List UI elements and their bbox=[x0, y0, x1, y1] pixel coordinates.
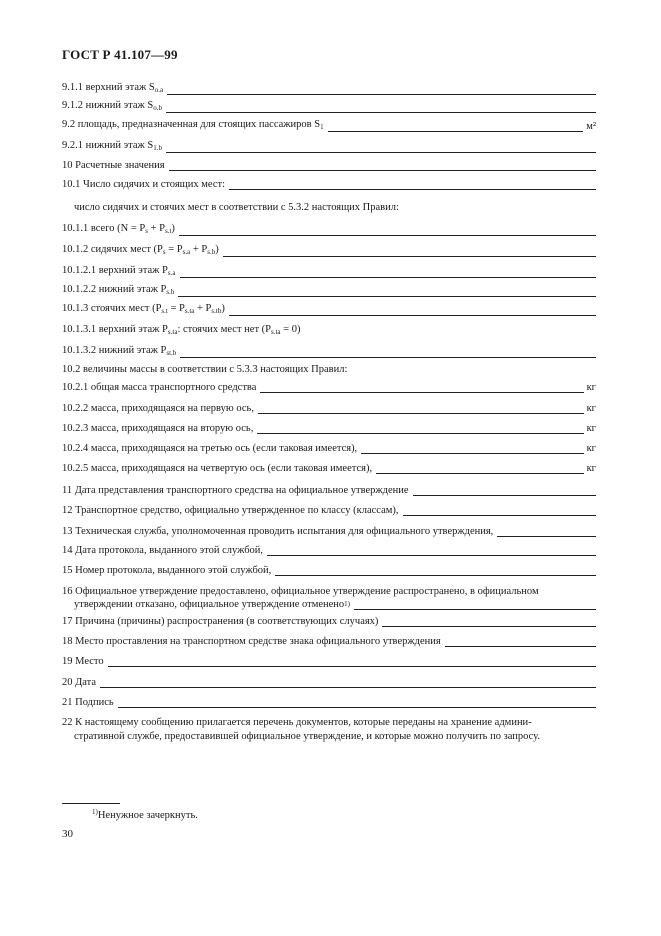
fill-line[interactable] bbox=[497, 536, 596, 537]
fill-line[interactable] bbox=[354, 609, 596, 610]
form-row: 10.1.3.1 верхний этаж $P_{s.ta}$: стоячих мест нет $(P_{s.ta} = 0)$ bbox=[62, 324, 301, 336]
fill-line[interactable] bbox=[229, 315, 596, 316]
item-22: 22 К настоящему сообщению прилагается перечень документов, которые переданы на хранение админи- стративной службе, предоставившей официальное утверждение, и которые можно получить по запросу. bbox=[62, 717, 540, 742]
fill-line[interactable] bbox=[166, 112, 596, 113]
form-row: 21 Подпись bbox=[62, 697, 596, 709]
form-row: 13 Техническая служба, уполномоченная проводить испытания для официального утверждения, bbox=[62, 526, 596, 538]
form-row: 19 Место bbox=[62, 656, 596, 668]
form-row: 10.2.4 масса, приходящаяся на третью ось (если таковая имеется), кг bbox=[62, 443, 596, 454]
form-row: 12 Транспортное средство, официально утвержденное по классу (классам), bbox=[62, 505, 596, 517]
fill-line[interactable] bbox=[180, 357, 596, 358]
form-row: 10.1.1 всего $(N = P_s + P_{s.t})$ bbox=[62, 223, 596, 237]
fill-line[interactable] bbox=[267, 555, 596, 556]
fill-line[interactable] bbox=[169, 170, 596, 171]
form-row: 11 Дата представления транспортного средства на официальное утверждение bbox=[62, 485, 596, 497]
form-row: 20 Дата bbox=[62, 677, 596, 689]
form-row: 18 Место проставления на транспортном средстве знака официального утверждения bbox=[62, 636, 596, 648]
item-16: 16 Официальное утверждение предоставлено, официальное утверждение распространено, в официальном утверждении отказано, официальное утверждение отменено 1) bbox=[62, 585, 596, 611]
fill-line[interactable] bbox=[445, 646, 596, 647]
fill-line[interactable] bbox=[257, 433, 583, 434]
fill-line[interactable] bbox=[167, 94, 596, 95]
fill-line[interactable] bbox=[260, 392, 583, 393]
fill-line[interactable] bbox=[275, 575, 596, 576]
form-row: 10.1.2.1 верхний этаж $P_{s.a}$ bbox=[62, 265, 596, 279]
form-row: 10.2.1 общая масса транспортного средства кг bbox=[62, 382, 596, 393]
page-number: 30 bbox=[62, 828, 73, 840]
form-row bbox=[62, 160, 596, 172]
fill-line[interactable] bbox=[376, 473, 584, 474]
subheading: 10.2 величины массы в соответствии с 5.3.3 настоящих Правил: bbox=[62, 364, 348, 375]
form-row: 10.2.5 масса, приходящаяся на четвертую ось (если таковая имеется), кг bbox=[62, 463, 596, 474]
fill-line[interactable] bbox=[382, 626, 596, 627]
row-label: 9.2 площадь, предназначенная для стоящих пассажиров S bbox=[62, 119, 321, 130]
unit-label: кг bbox=[586, 443, 596, 454]
form-row bbox=[62, 100, 596, 114]
form-row: 15 Номер протокола, выданного этой службой, bbox=[62, 565, 596, 577]
subheading: число сидячих и стоячих мест в соответствии с 5.3.2 настоящих Правил: bbox=[74, 202, 399, 213]
form-row bbox=[62, 119, 596, 133]
fill-line[interactable] bbox=[328, 131, 584, 132]
row-label: 10 Расчетные значения bbox=[62, 160, 165, 171]
fill-line[interactable] bbox=[118, 707, 596, 708]
subscript: 1.b bbox=[153, 144, 162, 152]
fill-line[interactable] bbox=[258, 413, 584, 414]
row-label: 9.1.2 нижний этаж S bbox=[62, 100, 154, 111]
subscript: o.a bbox=[154, 86, 164, 94]
fill-line[interactable] bbox=[179, 235, 596, 236]
fill-line[interactable] bbox=[100, 687, 596, 688]
form-row: 17 Причина (причины) распространения (в соответствующих случаях) bbox=[62, 616, 596, 628]
form-row: 10.1.3.2 нижний этаж $P_{st.b}$ bbox=[62, 345, 596, 359]
footnote: $^{1)}$Ненужное зачеркнуть. bbox=[92, 808, 198, 821]
form-row: 14 Дата протокола, выданного этой службой, bbox=[62, 545, 596, 557]
footnote-rule bbox=[62, 803, 120, 804]
row-label: 9.2.1 нижний этаж S bbox=[62, 140, 154, 151]
document-header: ГОСТ Р 41.107—99 bbox=[62, 47, 178, 62]
form-row: 10.1.2 сидячих мест $(P_s = P_{s.a} + P_{s.b})$ bbox=[62, 244, 596, 258]
row-label: 10.1 Число сидячих и стоящих мест: bbox=[62, 179, 225, 190]
subscript: 1 bbox=[320, 123, 324, 131]
fill-line[interactable] bbox=[413, 495, 596, 496]
form-row: 10.1.3 стоячих мест $(P_{s.t} = P_{s.ta} + P_{s.tb})$ bbox=[62, 303, 596, 317]
subscript: o.b bbox=[153, 104, 162, 112]
unit-label: кг bbox=[586, 382, 596, 393]
form-row: 10.2.2 масса, приходящаяся на первую ось, кг bbox=[62, 403, 596, 414]
form-row: 10.1.2.2 нижний этаж $P_{s.b}$ bbox=[62, 284, 596, 298]
unit-label: кг bbox=[586, 403, 596, 414]
fill-line[interactable] bbox=[403, 515, 596, 516]
fill-line[interactable] bbox=[180, 277, 597, 278]
fill-line[interactable] bbox=[361, 453, 583, 454]
fill-line[interactable] bbox=[223, 256, 596, 257]
form-row bbox=[62, 82, 596, 96]
unit-label: м² bbox=[586, 121, 596, 132]
unit-label: кг bbox=[586, 463, 596, 474]
fill-line[interactable] bbox=[166, 152, 596, 153]
row-label: 9.1.1 верхний этаж S bbox=[62, 82, 155, 93]
unit-label: кг bbox=[586, 423, 596, 434]
fill-line[interactable] bbox=[229, 189, 596, 190]
form-row: 10.2.3 масса, приходящаяся на вторую ось, кг bbox=[62, 423, 596, 434]
form-row bbox=[62, 179, 596, 191]
fill-line[interactable] bbox=[108, 666, 596, 667]
form-row bbox=[62, 140, 596, 154]
fill-line[interactable] bbox=[178, 296, 596, 297]
